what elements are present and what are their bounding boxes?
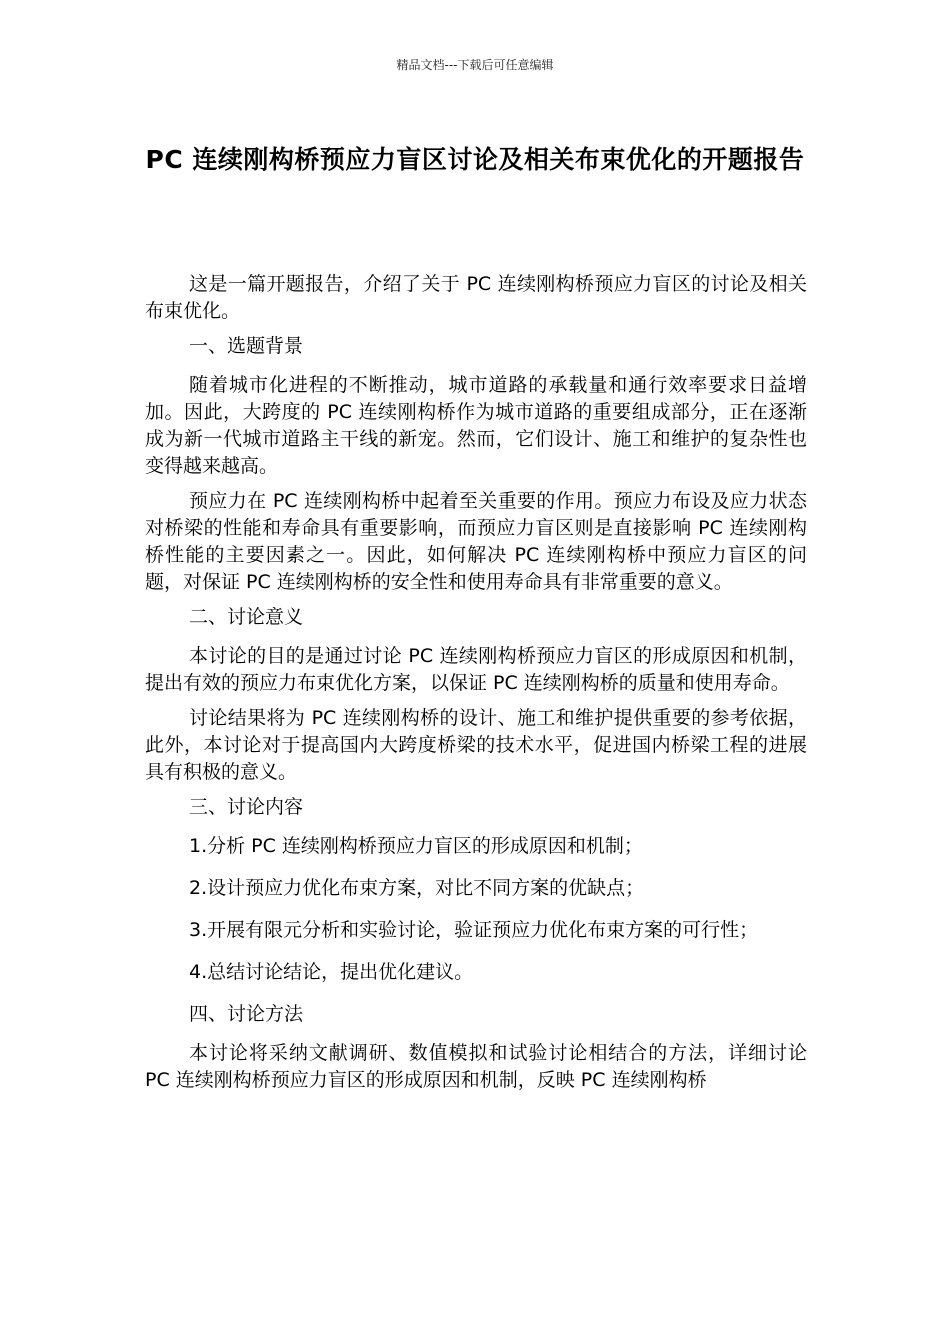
significance-paragraph-1: 本讨论的目的是通过讨论 PC 连续刚构桥预应力盲区的形成原因和机制，提出有效的预应力布束优化方案，以保证 PC 连续刚构桥的质量和使用寿命。 bbox=[145, 645, 807, 694]
intro-paragraph: 这是一篇开题报告，介绍了关于 PC 连续刚构桥预应力盲区的讨论及相关布束优化。 bbox=[145, 273, 807, 322]
content-list-item: 2.设计预应力优化布束方案，对比不同方案的优缺点； bbox=[189, 877, 645, 899]
document-title: PC 连续刚构桥预应力盲区讨论及相关布束优化的开题报告 bbox=[145, 145, 805, 174]
document-body bbox=[145, 271, 807, 1102]
section-heading-significance: 二、讨论意义 bbox=[189, 606, 304, 628]
section-heading-content: 三、讨论内容 bbox=[189, 796, 304, 818]
background-paragraph-1: 随着城市化进程的不断推动，城市道路的承载量和通行效率要求日益增加。因此，大跨度的 PC 连续刚构桥作为城市道路的重要组成部分，正在逐渐成为新一代城市道路主干线的新宠。然而，它们设计、施工和维护的复杂性也变得越来越高。 bbox=[145, 374, 807, 477]
content-list-item: 1.分析 PC 连续刚构桥预应力盲区的形成原因和机制； bbox=[189, 835, 643, 857]
page-header-note: 精品文档---下载后可任意编辑 bbox=[396, 58, 554, 72]
content-list-item: 3.开展有限元分析和实验讨论，验证预应力优化布束方案的可行性； bbox=[189, 919, 759, 941]
significance-paragraph-2: 讨论结果将为 PC 连续刚构桥的设计、施工和维护提供重要的参考依据，此外，本讨论对于提高国内大跨度桥梁的技术水平，促进国内桥梁工程的进展具有积极的意义。 bbox=[145, 707, 807, 783]
content-list-item: 4.总结讨论结论，提出优化建议。 bbox=[189, 961, 474, 983]
section-heading-method: 四、讨论方法 bbox=[189, 1003, 304, 1025]
section-heading-background: 一、选题背景 bbox=[189, 335, 304, 357]
background-paragraph-2: 预应力在 PC 连续刚构桥中起着至关重要的作用。预应力布设及应力状态对桥梁的性能和寿命具有重要影响，而预应力盲区则是直接影响 PC 连续刚构桥性能的主要因素之一。因此，如何解决 PC 连续刚构桥中预应力盲区的问题，对保证 PC 连续刚构桥的安全性和使用寿命具有非常重要的意义。 bbox=[145, 490, 807, 593]
method-paragraph: 本讨论将采纳文献调研、数值模拟和试验讨论相结合的方法，详细讨论 PC 连续刚构桥预应力盲区的形成原因和机制，反映 PC 连续刚构桥 bbox=[145, 1042, 807, 1091]
